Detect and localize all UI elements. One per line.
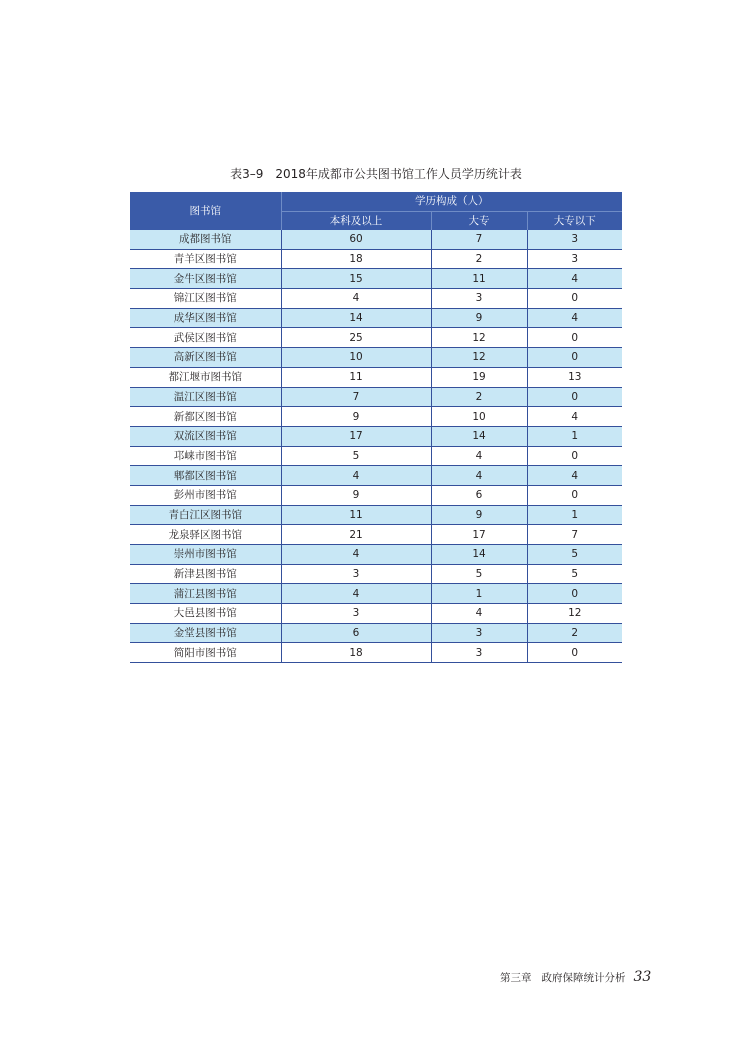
college-count-cell: 11 xyxy=(431,269,527,289)
bachelor-count-cell: 4 xyxy=(281,584,431,604)
below-college-count-cell: 5 xyxy=(527,564,622,584)
table-row xyxy=(130,643,622,663)
table-row xyxy=(130,407,622,427)
library-name-cell: 崇州市图书馆 xyxy=(130,545,281,565)
table-row xyxy=(130,387,622,407)
library-name-cell: 锦江区图书馆 xyxy=(130,289,281,309)
below-college-count-cell: 1 xyxy=(527,426,622,446)
college-count-cell: 19 xyxy=(431,367,527,387)
college-count-cell: 12 xyxy=(431,328,527,348)
college-count-cell: 9 xyxy=(431,308,527,328)
library-name-cell: 青羊区图书馆 xyxy=(130,249,281,269)
chapter-label: 第三章 xyxy=(500,972,532,984)
library-name-cell: 青白江区图书馆 xyxy=(130,505,281,525)
table-row xyxy=(130,446,622,466)
library-name-cell: 金堂县图书馆 xyxy=(130,623,281,643)
bachelor-count-cell: 60 xyxy=(281,230,431,249)
library-column-header: 图书馆 xyxy=(130,192,281,230)
below-college-count-cell: 2 xyxy=(527,623,622,643)
library-name-cell: 蒲江县图书馆 xyxy=(130,584,281,604)
below-college-count-cell: 4 xyxy=(527,308,622,328)
table-row xyxy=(130,328,622,348)
below-college-count-cell: 3 xyxy=(527,230,622,249)
college-count-cell: 1 xyxy=(431,584,527,604)
college-count-cell: 17 xyxy=(431,525,527,545)
below-college-count-cell: 13 xyxy=(527,367,622,387)
library-name-cell: 成都图书馆 xyxy=(130,230,281,249)
table-header xyxy=(130,192,622,230)
below-college-count-cell: 4 xyxy=(527,269,622,289)
bachelor-count-cell: 25 xyxy=(281,328,431,348)
table-row xyxy=(130,545,622,565)
bachelor-count-cell: 15 xyxy=(281,269,431,289)
library-name-cell: 郫都区图书馆 xyxy=(130,466,281,486)
library-name-cell: 简阳市图书馆 xyxy=(130,643,281,663)
below-college-count-cell: 0 xyxy=(527,584,622,604)
bachelor-count-cell: 18 xyxy=(281,249,431,269)
table-row xyxy=(130,466,622,486)
library-name-cell: 温江区图书馆 xyxy=(130,387,281,407)
below-college-count-cell: 7 xyxy=(527,525,622,545)
bachelor-count-cell: 3 xyxy=(281,564,431,584)
college-count-cell: 14 xyxy=(431,545,527,565)
library-name-cell: 大邑县图书馆 xyxy=(130,604,281,624)
college-count-cell: 4 xyxy=(431,604,527,624)
below-college-count-cell: 0 xyxy=(527,643,622,663)
college-count-cell: 3 xyxy=(431,289,527,309)
college-column-header: 大专 xyxy=(431,211,527,230)
library-name-cell: 成华区图书馆 xyxy=(130,308,281,328)
library-name-cell: 武侯区图书馆 xyxy=(130,328,281,348)
library-name-cell: 都江堰市图书馆 xyxy=(130,367,281,387)
bachelor-count-cell: 21 xyxy=(281,525,431,545)
bachelor-count-cell: 6 xyxy=(281,623,431,643)
below-college-count-cell: 4 xyxy=(527,407,622,427)
bachelor-count-cell: 4 xyxy=(281,545,431,565)
below-college-count-cell: 0 xyxy=(527,446,622,466)
bachelor-count-cell: 9 xyxy=(281,485,431,505)
bachelor-count-cell: 18 xyxy=(281,643,431,663)
table-row xyxy=(130,623,622,643)
bachelor-count-cell: 4 xyxy=(281,289,431,309)
below-college-count-cell: 5 xyxy=(527,545,622,565)
college-count-cell: 10 xyxy=(431,407,527,427)
table-row xyxy=(130,505,622,525)
bachelor-count-cell: 14 xyxy=(281,308,431,328)
table-row xyxy=(130,525,622,545)
table-row xyxy=(130,249,622,269)
table-row xyxy=(130,604,622,624)
college-count-cell: 2 xyxy=(431,387,527,407)
library-name-cell: 高新区图书馆 xyxy=(130,348,281,368)
college-count-cell: 12 xyxy=(431,348,527,368)
library-name-cell: 新都区图书馆 xyxy=(130,407,281,427)
below-college-count-cell: 0 xyxy=(527,328,622,348)
bachelor-count-cell: 4 xyxy=(281,466,431,486)
below-college-count-cell: 3 xyxy=(527,249,622,269)
below-college-count-cell: 0 xyxy=(527,387,622,407)
education-group-header: 学历构成（人） xyxy=(281,192,622,211)
college-count-cell: 4 xyxy=(431,466,527,486)
college-count-cell: 3 xyxy=(431,643,527,663)
table-caption xyxy=(130,166,622,182)
college-count-cell: 4 xyxy=(431,446,527,466)
table-body xyxy=(130,230,622,663)
table-number: 表3–9 xyxy=(230,167,264,181)
bachelor-count-cell: 3 xyxy=(281,604,431,624)
table-row xyxy=(130,426,622,446)
below-college-count-cell: 12 xyxy=(527,604,622,624)
page-footer xyxy=(500,970,651,985)
table-row xyxy=(130,485,622,505)
library-name-cell: 龙泉驿区图书馆 xyxy=(130,525,281,545)
table-row xyxy=(130,564,622,584)
bachelor-count-cell: 9 xyxy=(281,407,431,427)
bachelor-count-cell: 5 xyxy=(281,446,431,466)
below-college-column-header: 大专以下 xyxy=(527,211,622,230)
library-name-cell: 彭州市图书馆 xyxy=(130,485,281,505)
college-count-cell: 2 xyxy=(431,249,527,269)
bachelor-column-header: 本科及以上 xyxy=(281,211,431,230)
college-count-cell: 14 xyxy=(431,426,527,446)
bachelor-count-cell: 11 xyxy=(281,505,431,525)
bachelor-count-cell: 11 xyxy=(281,367,431,387)
table-row xyxy=(130,348,622,368)
college-count-cell: 7 xyxy=(431,230,527,249)
bachelor-count-cell: 7 xyxy=(281,387,431,407)
table-row xyxy=(130,289,622,309)
bachelor-count-cell: 10 xyxy=(281,348,431,368)
section-label: 政府保障统计分析 xyxy=(541,972,626,984)
below-college-count-cell: 1 xyxy=(527,505,622,525)
table-row xyxy=(130,584,622,604)
college-count-cell: 5 xyxy=(431,564,527,584)
below-college-count-cell: 0 xyxy=(527,348,622,368)
library-name-cell: 金牛区图书馆 xyxy=(130,269,281,289)
table-row xyxy=(130,269,622,289)
below-college-count-cell: 0 xyxy=(527,485,622,505)
college-count-cell: 3 xyxy=(431,623,527,643)
table-row xyxy=(130,367,622,387)
below-college-count-cell: 4 xyxy=(527,466,622,486)
college-count-cell: 6 xyxy=(431,485,527,505)
library-name-cell: 新津县图书馆 xyxy=(130,564,281,584)
page-number: 33 xyxy=(633,969,652,985)
table-title: 2018年成都市公共图书馆工作人员学历统计表 xyxy=(275,167,522,181)
table-row xyxy=(130,230,622,249)
education-stats-table xyxy=(130,192,622,663)
bachelor-count-cell: 17 xyxy=(281,426,431,446)
library-name-cell: 双流区图书馆 xyxy=(130,426,281,446)
library-name-cell: 邛崃市图书馆 xyxy=(130,446,281,466)
table-row xyxy=(130,308,622,328)
below-college-count-cell: 0 xyxy=(527,289,622,309)
college-count-cell: 9 xyxy=(431,505,527,525)
